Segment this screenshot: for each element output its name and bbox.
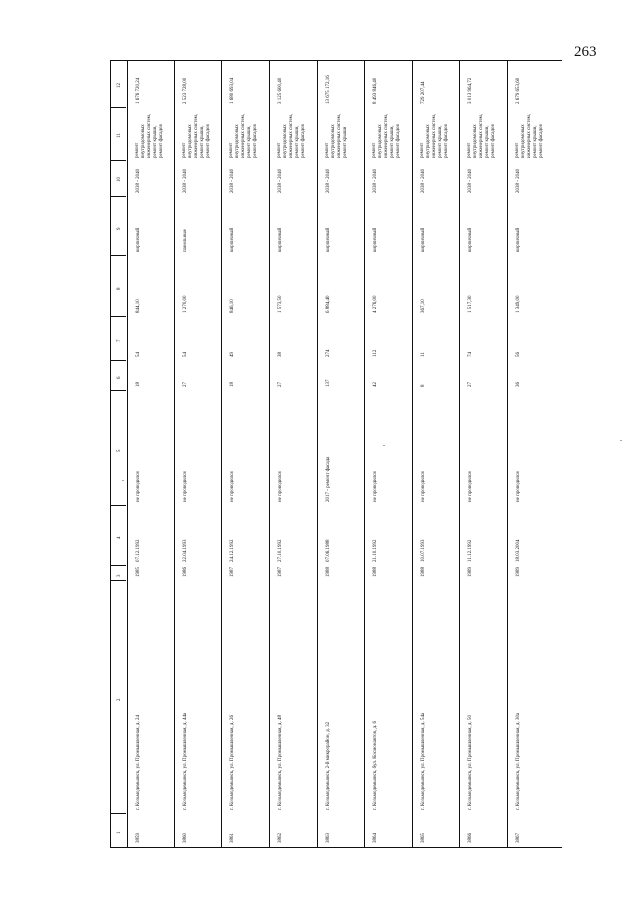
cell-date-text: 07.12.1992 [136,539,141,562]
cell-cost-text: 1 680 693,04 [230,77,235,104]
cell-material [127,197,174,256]
cell-date [269,506,317,566]
cell-period [412,161,459,197]
cell-c7 [459,317,507,361]
cell-c7-text: 54 [183,352,188,357]
cell-address [412,581,459,814]
cell-cost [364,61,412,108]
cell-material [507,197,554,256]
cell-cost [459,61,507,108]
cell-material-text: кирпичный [516,227,521,252]
header-cell-12-text: 12 [117,83,122,88]
cell-cost-text: 2 679 653,60 [516,77,521,104]
cell-c7-text: 274 [326,349,331,357]
cell-period [507,161,554,197]
cell-c6 [269,361,317,391]
cell-area-text: 846,10 [230,299,235,313]
cell-num [269,814,317,847]
cell-works-text: ремонт внутридомовых инженерных систем, ремонт крыши, ремонт фасадов [277,113,306,158]
cell-repair [127,391,174,506]
scan-speck [383,445,385,446]
cell-area [459,256,507,317]
cell-repair [174,391,221,506]
cell-c6-text: 42 [373,382,378,387]
header-cell-9-text: 9 [117,227,122,230]
cell-works [459,108,507,161]
scan-speck [122,480,124,481]
cell-num-text: 3862 [278,833,283,843]
cell-address-text: г. Козьмодемьянск, ул. Промышленная, д. 48 [278,715,283,810]
cell-cost-text: 3 013 964,72 [468,77,473,104]
cell-period-text: 2038 - 2040 [373,168,378,193]
cell-area-text: 6 884,40 [326,295,331,313]
cell-num-text: 3867 [516,833,521,843]
cell-c6 [221,361,269,391]
header-cell-3 [111,566,127,581]
header-cell-2 [111,581,127,814]
cell-num [221,814,269,847]
cell-c7 [221,317,269,361]
cell-c7-text: 11 [421,352,426,357]
cell-c7 [174,317,221,361]
cell-c7-text: 49 [230,352,235,357]
header-cell-7 [111,317,127,361]
cell-num [412,814,459,847]
cell-repair-text: не проводился [516,471,521,502]
cell-year-text: 1989 [516,567,521,577]
cell-repair-text: не проводился [183,471,188,502]
cell-period [364,161,412,197]
cell-period-text: 2038 - 2040 [516,168,521,193]
cell-year-text: 1986 [183,567,188,577]
cell-c6-text: 27 [183,382,188,387]
cell-cost-text: 2 523 728,00 [183,77,188,104]
cell-num [317,814,364,847]
column-divider [110,580,126,581]
cell-date-text: 24.12.1992 [230,539,235,562]
cell-c7 [269,317,317,361]
cell-cost [317,61,364,108]
cell-repair-text: 2017 - ремонт фасада [326,456,331,502]
cell-material-text: кирпичный [421,227,426,252]
cell-date-text: 10.07.1993 [421,539,426,562]
header-cell-11 [111,108,127,161]
table-row [269,61,318,847]
cell-year-text: 1988 [326,567,331,577]
cell-material [364,197,412,256]
cell-address [507,581,554,814]
cell-repair [317,391,364,506]
cell-material-text: кирпичный [230,227,235,252]
cell-period-text: 2038 - 2040 [278,168,283,193]
cell-works-text: ремонт внутридомовых инженерных систем, ремонт крыши, ремонт фасадов [420,113,449,158]
cell-c6-text: 18 [136,382,141,387]
cell-c7 [127,317,174,361]
cell-period [459,161,507,197]
header-cell-12 [111,61,127,108]
cell-c6 [507,361,554,391]
cell-area [269,256,317,317]
cell-cost-text: 8 493 846,40 [373,77,378,104]
cell-period [174,161,221,197]
header-cell-1-text: 1 [117,831,122,834]
cell-c6-text: 137 [326,379,331,387]
cell-num-text: 3866 [468,833,473,843]
header-cell-5-text: 5 [117,449,122,452]
cell-address [317,581,364,814]
cell-date [459,506,507,566]
cell-c7-text: 56 [516,352,521,357]
cell-works [221,108,269,161]
header-cell-4-text: 4 [117,536,122,539]
cell-c7-text: 54 [136,352,141,357]
cell-c6 [174,361,221,391]
cell-cost [269,61,317,108]
cell-works-text: ремонт внутридомовых инженерных систем, ремонт крыши [325,113,348,158]
cell-c6 [317,361,364,391]
cell-area [507,256,554,317]
cell-address [174,581,221,814]
cell-address [221,581,269,814]
cell-repair [221,391,269,506]
table-row [221,61,270,847]
cell-year [174,566,221,581]
cell-period-text: 2038 - 2040 [421,168,426,193]
cell-works [317,108,364,161]
cell-year-text: 1989 [468,567,473,577]
cell-works-text: ремонт внутридомовых инженерных систем, ремонт крыши, ремонт фасадов [135,113,164,158]
cell-period [221,161,269,197]
cell-cost [174,61,221,108]
cell-cost-text: 729 207,44 [421,81,426,104]
cell-year-text: 1987 [230,567,235,577]
cell-area [174,256,221,317]
cell-cost [507,61,554,108]
header-cell-7-text: 7 [117,339,122,342]
cell-year [507,566,554,581]
cell-works [174,108,221,161]
cell-num [364,814,412,847]
cell-date-text: 11.12.1992 [468,539,473,562]
cell-c7-text: 74 [468,352,473,357]
cell-address [364,581,412,814]
cell-address [127,581,174,814]
header-cell-8 [111,256,127,317]
cell-date [221,506,269,566]
cell-c6 [127,361,174,391]
cell-address-text: г. Козьмодемьянск, ул. Промышленная, д. 54а [421,712,426,810]
cell-cost-text: 13 675 172,16 [326,75,331,104]
cell-year-text: 1987 [278,567,283,577]
cell-repair-text: не проводился [421,471,426,502]
cell-area [364,256,412,317]
cell-c7-text: 112 [373,349,378,357]
cell-date [317,506,364,566]
column-divider [110,390,126,391]
table-row [364,61,413,847]
cell-repair-text: не проводился [136,471,141,502]
header-cell-4 [111,506,127,566]
cell-works [269,108,317,161]
column-divider [110,160,126,161]
cell-cost [127,61,174,108]
cell-c7 [317,317,364,361]
cell-area [221,256,269,317]
cell-cost [412,61,459,108]
cell-year [317,566,364,581]
cell-works-text: ремонт внутридомовых инженерных систем, ремонт крыши, ремонт фасадов [229,113,258,158]
cell-repair-text: не проводился [278,471,283,502]
cell-area-text: 1 270,00 [183,295,188,313]
cell-cost [221,61,269,108]
cell-address-text: г. Козьмодемьянск, 2-й микрорайон, д. 32 [326,721,331,810]
cell-area-text: 1 517,30 [468,295,473,313]
cell-num [174,814,221,847]
cell-c6-text: 18 [230,382,235,387]
cell-year-text: 1985 [136,567,141,577]
header-cell-10-text: 10 [117,177,122,182]
header-cell-11-text: 11 [117,133,122,138]
cell-c6 [412,361,459,391]
cell-num-text: 3865 [421,833,426,843]
cell-repair [412,391,459,506]
cell-area [127,256,174,317]
cell-works-text: ремонт внутридомовых инженерных систем, ремонт крыши, ремонт фасадов [372,113,401,158]
header-cell-5 [111,391,127,506]
data-table [110,60,562,848]
cell-year [412,566,459,581]
cell-period-text: 2038 - 2040 [230,168,235,193]
cell-works [364,108,412,161]
cell-c7-text: 38 [278,352,283,357]
cell-repair-text: не проводился [230,471,235,502]
column-divider [110,505,126,506]
cell-num-text: 3860 [183,833,188,843]
cell-c6-text: 8 [421,384,426,387]
cell-period-text: 2038 - 2040 [468,168,473,193]
cell-period-text: 2038 - 2040 [136,168,141,193]
cell-works-text: ремонт внутридомовых инженерных систем, ремонт крыши, ремонт фасадов [182,113,211,158]
cell-c6-text: 27 [468,382,473,387]
cell-num-text: 3859 [136,833,141,843]
cell-period-text: 2038 - 2040 [326,168,331,193]
cell-address-text: г. Козьмодемьянск, ул. Промышленная, д. 44а [183,712,188,810]
cell-repair [269,391,317,506]
cell-num [127,814,174,847]
cell-period [127,161,174,197]
cell-address [459,581,507,814]
cell-address-text: г. Козьмодемьянск, ул. Промышленная, д. 30а [516,712,521,810]
cell-material [221,197,269,256]
table-row [459,61,508,847]
cell-address-text: г. Козьмодемьянск, ул. Промышленная, д. 50 [468,715,473,810]
cell-repair [507,391,554,506]
cell-date-text: 07.06.1988 [326,539,331,562]
header-cell-2-text: 2 [117,698,122,701]
cell-address-text: г. Козьмодемьянск, ул. Промышленная, д. 26 [230,715,235,810]
cell-year [269,566,317,581]
cell-cost-text: 1 676 720,24 [136,77,141,104]
header-cell-1 [111,814,127,847]
cell-address-text: г. Козьмодемьянск, ул. Промышленная, д. 24 [136,715,141,810]
header-cell-3-text: 3 [117,574,122,577]
cell-period [269,161,317,197]
header-cell-6-text: 6 [117,376,122,379]
cell-date [174,506,221,566]
cell-material-text: панельные [183,229,188,252]
cell-area-text: 4 276,00 [373,295,378,313]
cell-repair [459,391,507,506]
cell-c7 [507,317,554,361]
cell-date-text: 22.04.1993 [183,539,188,562]
cell-year [459,566,507,581]
cell-year [364,566,412,581]
cell-num-text: 3863 [326,833,331,843]
column-divider [110,107,126,108]
cell-material-text: кирпичный [468,227,473,252]
cell-c7 [364,317,412,361]
cell-date-text: 27.10.1992 [278,539,283,562]
cell-date-text: 18.03.2004 [516,539,521,562]
cell-date [127,506,174,566]
header-cell-10 [111,161,127,197]
cell-material-text: кирпичный [136,227,141,252]
table-row [507,61,554,847]
column-divider [110,196,126,197]
cell-date-text: 21.10.1992 [373,539,378,562]
cell-date [412,506,459,566]
cell-address-text: г. Козьмодемьянск, бул. Космонавтов, д. 6 [373,720,378,810]
cell-period [317,161,364,197]
cell-material [459,197,507,256]
column-divider [110,360,126,361]
table-row [174,61,222,847]
cell-year-text: 1988 [373,567,378,577]
cell-num-text: 3861 [230,833,235,843]
cell-area-text: 844,10 [136,299,141,313]
cell-area-text: 1 573,50 [278,295,283,313]
cell-material-text: кирпичный [326,227,331,252]
cell-material-text: кирпичный [373,227,378,252]
page-number: 263 [574,44,597,60]
cell-c6 [364,361,412,391]
cell-works [412,108,459,161]
cell-material-text: кирпичный [278,227,283,252]
cell-area [412,256,459,317]
cell-num [507,814,554,847]
column-divider [110,255,126,256]
cell-material [317,197,364,256]
cell-works [127,108,174,161]
table-row [127,61,175,847]
table-row [317,61,365,847]
cell-num-text: 3864 [373,833,378,843]
cell-cost-text: 3 125 600,40 [278,77,283,104]
cell-material [412,197,459,256]
cell-c6-text: 36 [516,382,521,387]
scan-speck [620,440,622,441]
header-cell-6 [111,361,127,391]
cell-c6 [459,361,507,391]
column-divider [110,316,126,317]
cell-num [459,814,507,847]
cell-c6-text: 27 [278,382,283,387]
cell-repair [364,391,412,506]
column-divider [110,813,126,814]
cell-works-text: ремонт внутридомовых инженерных систем, ремонт крыши, ремонт фасадов [515,113,544,158]
cell-year [127,566,174,581]
cell-year-text: 1988 [421,567,426,577]
header-cell-8-text: 8 [117,287,122,290]
cell-address [269,581,317,814]
cell-date [364,506,412,566]
cell-year [221,566,269,581]
cell-repair-text: не проводился [468,471,473,502]
cell-period-text: 2038 - 2040 [183,168,188,193]
cell-area [317,256,364,317]
cell-date [507,506,554,566]
cell-works [507,108,554,161]
cell-material [269,197,317,256]
header-row [111,61,128,847]
cell-area-text: 367,10 [421,299,426,313]
table-row [412,61,460,847]
column-divider [110,565,126,566]
cell-repair-text: не проводился [373,471,378,502]
cell-area-text: 1 349,00 [516,295,521,313]
cell-material [174,197,221,256]
cell-works-text: ремонт внутридомовых инженерных систем, ремонт крыши, ремонт фасадов [467,113,496,158]
header-cell-9 [111,197,127,256]
cell-c7 [412,317,459,361]
